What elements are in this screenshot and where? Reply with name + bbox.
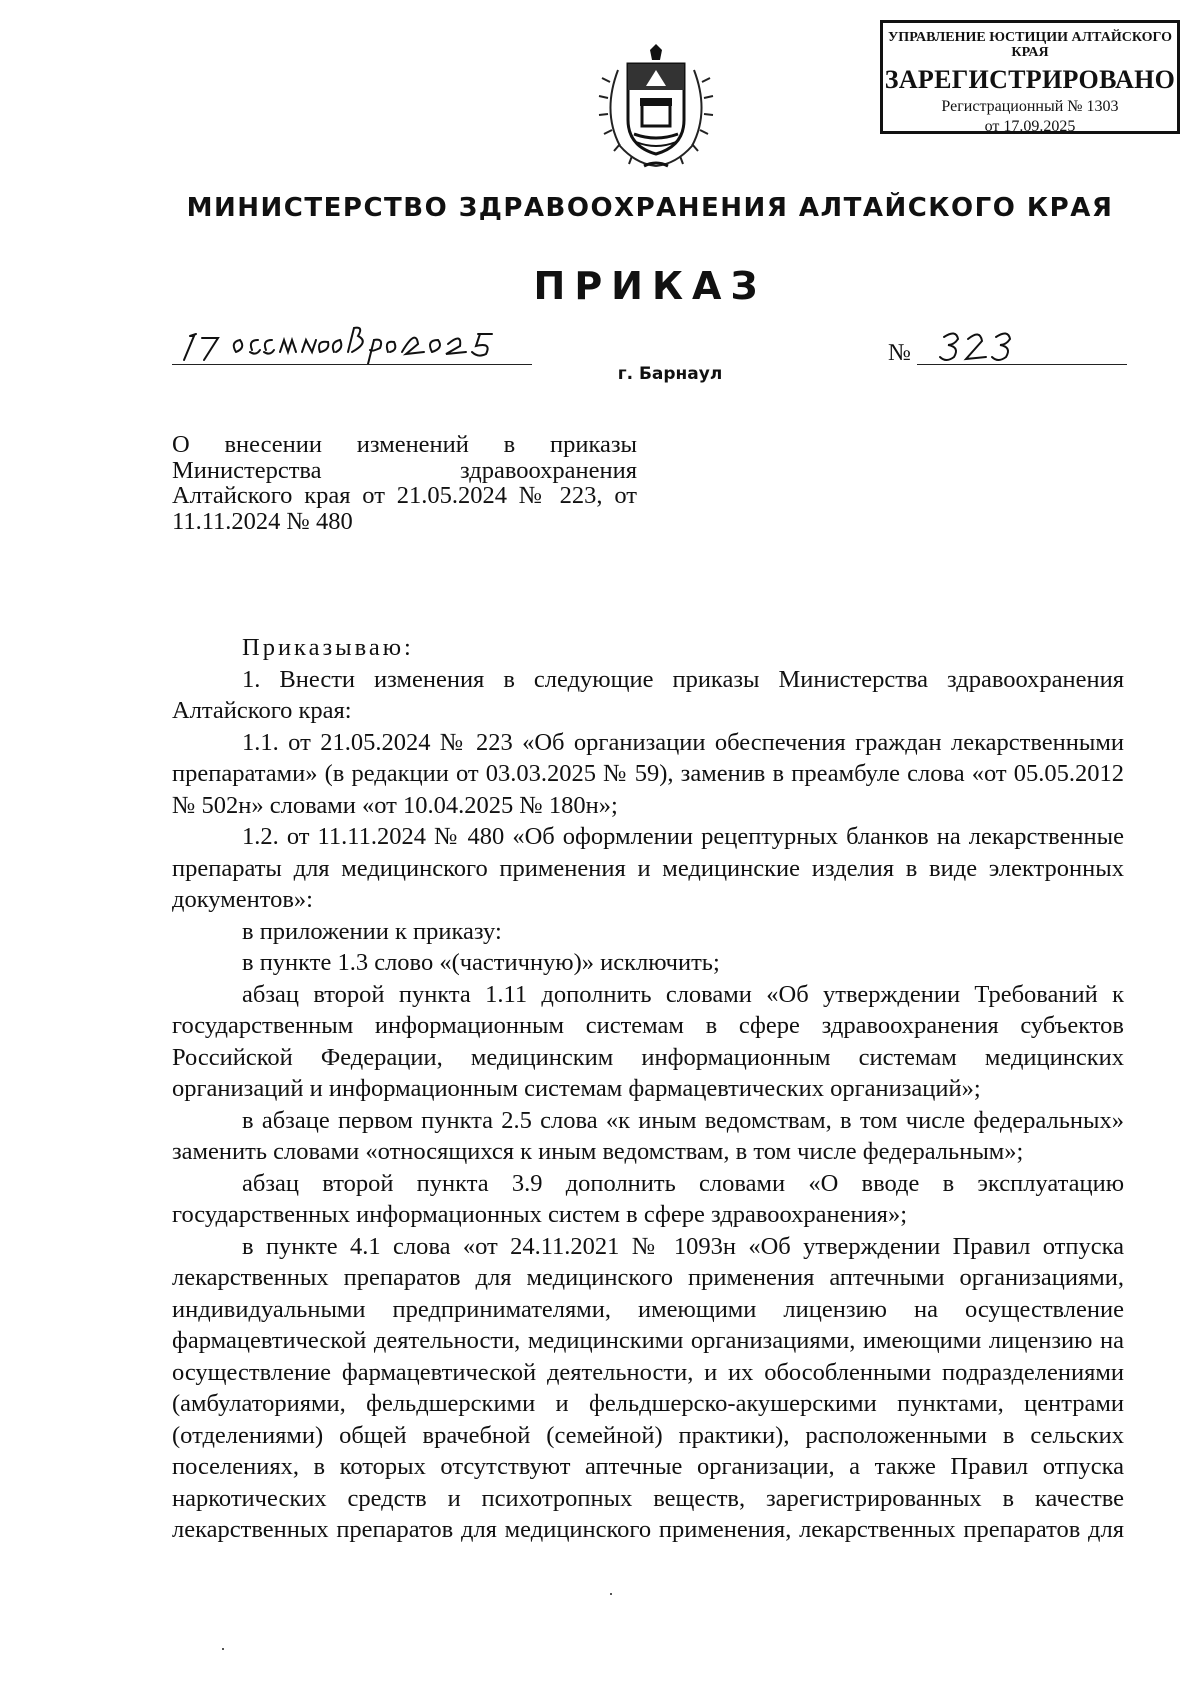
body-paragraph: абзац второй пункта 3.9 дополнить словами «О вводе в эксплуатацию государственных информационных систем в сфере здравоохранения»;	[172, 1169, 1124, 1228]
ministry-name: МИНИСТЕРСТВО ЗДРАВООХРАНЕНИЯ АЛТАЙСКОГО КРАЯ	[186, 193, 1114, 223]
stamp-reg-date: от 17.09.2025	[984, 118, 1076, 135]
registration-stamp	[880, 20, 1180, 134]
stamp-status: ЗАРЕГИСТРИРОВАНО	[884, 65, 1176, 94]
body-paragraph: 1. Внести изменения в следующие приказы Министерства здравоохранения Алтайского края:	[172, 665, 1124, 724]
scan-speck	[222, 1648, 224, 1650]
body-paragraph: в пункте 1.3 слово «(частичную)» исключить;	[242, 949, 720, 976]
body-paragraph: Приказываю:	[242, 634, 414, 661]
body-paragraph: в пункте 4.1 слова «от 24.11.2021 № 1093н «Об утверждении Правил отпуска лекарственных препаратов для медицинского применения аптечными организациями, индивидуальными предпринимателями, имеющими лицензию на осуществление фармацевтической деятельности, медицинскими организациями, имеющими лицензию на осуществление фармацевтической деятельности, и их обособленными подразделениями (амбулаториями, фельдшерскими и фельдшерско-акушерскими пунктами, центрами (отделениями) общей врачебной (семейной) практики), расположенными в сельских поселениях, в которых отсутствуют аптечные организации, а также Правил отпуска наркотических средств и психотропных веществ, зарегистрированных в качестве лекарственных препаратов для медицинского применения, лекарственных препаратов для	[172, 1232, 1124, 1543]
document-body	[172, 632, 1124, 1546]
subject-line: Алтайского края от 21.05.2024 № 223, от	[172, 482, 637, 509]
subject-line: Министерства здравоохранения	[172, 456, 637, 484]
date-underline	[172, 364, 532, 365]
number-label: №	[888, 340, 911, 366]
handwritten-number	[938, 323, 1028, 365]
subject-line: 11.11.2024 № 480	[172, 507, 353, 535]
city: г. Барнаул	[617, 364, 723, 384]
stamp-reg-number: Регистрационный № 1303	[941, 98, 1119, 115]
subject-line: О внесении изменений в приказы	[172, 431, 637, 458]
stamp-org: УПРАВЛЕНИЕ ЮСТИЦИИ АЛТАЙСКОГО КРАЯ	[888, 30, 1172, 60]
number-underline	[917, 364, 1127, 365]
document-type-title: ПРИКАЗ	[533, 264, 767, 308]
document-subject	[172, 432, 637, 534]
body-paragraph: абзац второй пункта 1.11 дополнить словами «Об утверждении Требований к государственным информационным системам в сфере здравоохранения субъектов Российской Федерации, медицинским информационным системам медицинских организаций и информационным системам фармацевтических организаций»;	[172, 980, 1124, 1102]
scan-speck	[610, 1593, 612, 1595]
body-paragraph: в приложении к приказу:	[242, 917, 502, 945]
body-paragraph: в абзаце первом пункта 2.5 слова «к иным ведомствам, в том числе федеральных» заменить словами «относящихся к иным ведомствам, в том числе федеральным»;	[172, 1106, 1124, 1165]
body-paragraph: 1.2. от 11.11.2024 № 480 «Об оформлении рецептурных бланков на лекарственные препараты для медицинского применения и медицинские изделия в виде электронных документов»:	[172, 823, 1124, 913]
handwritten-date	[180, 322, 525, 364]
body-paragraph: 1.1. от 21.05.2024 № 223 «Об организации обеспечения граждан лекарственными препаратами» (в редакции от 03.03.2025 № 59), заменив в преамбуле слова «от 05.05.2012 № 502н» словами «от 10.04.2025 № 180н»;	[172, 728, 1124, 819]
coat-of-arms-emblem	[596, 42, 716, 172]
